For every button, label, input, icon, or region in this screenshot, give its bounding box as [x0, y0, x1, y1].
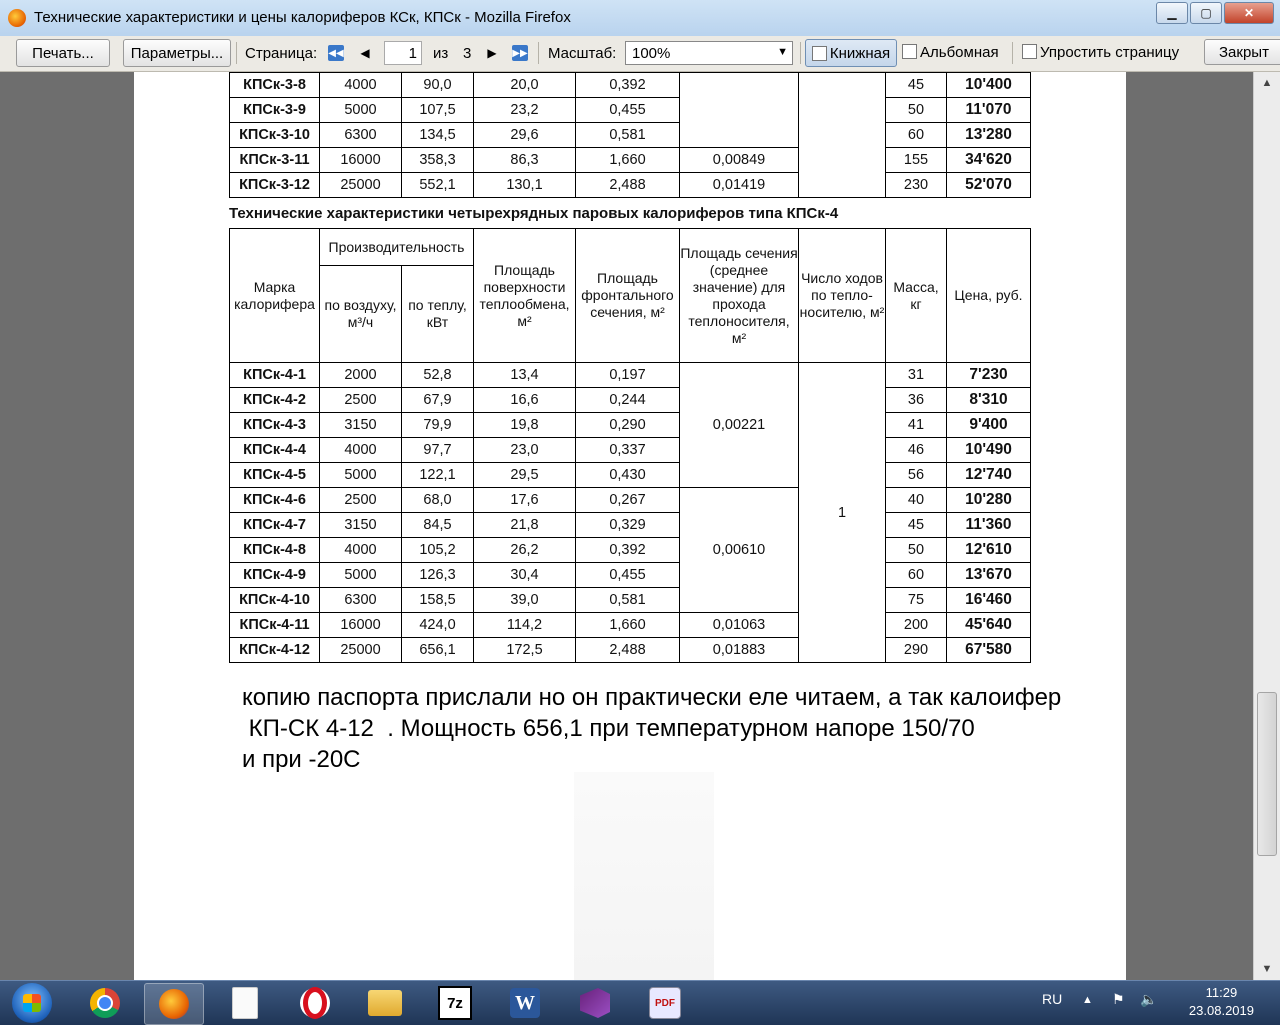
- zoom-label: Масштаб:: [548, 45, 617, 62]
- cell-mass: 36: [886, 388, 947, 413]
- header-price: Цена, руб.: [947, 229, 1031, 363]
- cell-price: 9'400: [947, 413, 1031, 438]
- cell-surface: 86,3: [474, 148, 576, 173]
- window-controls: [1156, 2, 1274, 24]
- prev-page-icon[interactable]: ◀: [360, 46, 370, 60]
- cell-front: 0,392: [576, 538, 680, 563]
- document-viewport: [0, 72, 1254, 980]
- windows-taskbar: [0, 980, 1280, 1025]
- cell-air: 16000: [320, 148, 402, 173]
- table-row: [230, 588, 1031, 613]
- cell-surface: 29,5: [474, 463, 576, 488]
- cell-mark: КПСк-3-10: [230, 123, 320, 148]
- cell-mark: КПСк-3-9: [230, 98, 320, 123]
- last-page-icon[interactable]: ▶▶: [512, 45, 528, 61]
- table-row: [230, 173, 1031, 198]
- cell-air: 3150: [320, 413, 402, 438]
- header-surface: Площадь поверхности теплообмена, м²: [474, 229, 576, 363]
- chrome-icon: [90, 988, 120, 1018]
- toolbar-separator: [800, 42, 801, 64]
- cell-mass: 200: [886, 613, 947, 638]
- note-line-2: КП-СК 4-12 . Мощность 656,1 при температурном напоре 150/70: [242, 715, 975, 742]
- header-section: Площадь сечения (среднее значение) для прохода теплоносителя, м²: [680, 229, 799, 363]
- table-row: [230, 613, 1031, 638]
- cell-surface: 23,0: [474, 438, 576, 463]
- cell-mass: 60: [886, 123, 947, 148]
- cell-price: 16'460: [947, 588, 1031, 613]
- table-row: [230, 538, 1031, 563]
- cell-mass: 41: [886, 413, 947, 438]
- cell-mass: 56: [886, 463, 947, 488]
- landscape-label: Альбомная: [920, 44, 999, 61]
- simplify-label: Упростить страницу: [1040, 44, 1180, 61]
- kpsk3-table: [229, 72, 1031, 198]
- cell-front: 0,581: [576, 588, 680, 613]
- system-clock[interactable]: [1189, 984, 1254, 1020]
- cell-front: 1,660: [576, 613, 680, 638]
- header-by-heat: по теплу, кВт: [402, 266, 474, 363]
- table-row: [230, 413, 1031, 438]
- cell-heat: 552,1: [402, 173, 474, 198]
- first-page-icon[interactable]: ◀◀: [328, 45, 344, 61]
- cell-front: 0,392: [576, 73, 680, 98]
- cell-mark: КПСк-4-1: [230, 363, 320, 388]
- cell-surface: 17,6: [474, 488, 576, 513]
- cell-front: 0,455: [576, 563, 680, 588]
- cell-air: 25000: [320, 638, 402, 663]
- cell-price: 45'640: [947, 613, 1031, 638]
- of-label: из: [433, 45, 449, 62]
- cell-section: 0,00610: [680, 488, 799, 613]
- cell-price: 12'740: [947, 463, 1031, 488]
- cell-mass: 46: [886, 438, 947, 463]
- table-row: [230, 73, 1031, 98]
- window-title-bar: [0, 0, 1280, 37]
- cell-mark: КПСк-4-10: [230, 588, 320, 613]
- cell-air: 16000: [320, 613, 402, 638]
- cell-mark: КПСк-4-8: [230, 538, 320, 563]
- cell-section: 0,01883: [680, 638, 799, 663]
- cell-heat: 122,1: [402, 463, 474, 488]
- toolbar-separator: [538, 42, 539, 64]
- taskbar-opera[interactable]: [286, 983, 344, 1023]
- cell-price: 7'230: [947, 363, 1031, 388]
- print-button[interactable]: Печать...: [16, 39, 110, 67]
- cell-heat: 67,9: [402, 388, 474, 413]
- cell-air: 4000: [320, 538, 402, 563]
- taskbar-word[interactable]: [496, 983, 554, 1023]
- tray-expand-icon[interactable]: ▲: [1082, 994, 1093, 1006]
- cell-mark: КПСк-3-8: [230, 73, 320, 98]
- cell-mark: КПСк-4-4: [230, 438, 320, 463]
- table-row: [230, 463, 1031, 488]
- table-row: [230, 363, 1031, 388]
- cell-price: 10'280: [947, 488, 1031, 513]
- table-row: [230, 638, 1031, 663]
- cell-mass: 50: [886, 538, 947, 563]
- cell-surface: 30,4: [474, 563, 576, 588]
- cell-price: 10'400: [947, 73, 1031, 98]
- opera-icon: [300, 988, 330, 1018]
- cell-front: 2,488: [576, 173, 680, 198]
- cell-air: 5000: [320, 463, 402, 488]
- header-passes: Число ходов по тепло-носителю, м²: [799, 229, 886, 363]
- table-row: [230, 438, 1031, 463]
- table-row: [230, 488, 1031, 513]
- firefox-icon: [159, 989, 189, 1019]
- cell-mass: 75: [886, 588, 947, 613]
- header-front: Площадь фронтального сечения, м²: [576, 229, 680, 363]
- cell-mark: КПСк-4-7: [230, 513, 320, 538]
- maximize-button[interactable]: ▢: [1190, 2, 1222, 24]
- cell-front: 1,660: [576, 148, 680, 173]
- scroll-up-icon[interactable]: ▲: [1261, 77, 1273, 89]
- header-mark: Марка калорифера: [230, 229, 320, 363]
- cell-heat: 79,9: [402, 413, 474, 438]
- total-pages: 3: [463, 45, 472, 62]
- cell-heat: 126,3: [402, 563, 474, 588]
- cell-air: 3150: [320, 513, 402, 538]
- taskbar-7zip[interactable]: [426, 983, 484, 1023]
- vertical-scrollbar[interactable]: [1253, 72, 1280, 980]
- cell-air: 5000: [320, 98, 402, 123]
- parameters-button[interactable]: Параметры...: [123, 39, 231, 67]
- cell-heat: 105,2: [402, 538, 474, 563]
- cell-surface: 172,5: [474, 638, 576, 663]
- cell-mark: КПСк-3-12: [230, 173, 320, 198]
- cell-section: [680, 73, 799, 148]
- header-by-air: по воздуху, м³/ч: [320, 266, 402, 363]
- cell-price: 11'360: [947, 513, 1031, 538]
- cell-surface: 29,6: [474, 123, 576, 148]
- scan-shadow: [574, 772, 714, 980]
- cell-mass: 155: [886, 148, 947, 173]
- cell-heat: 424,0: [402, 613, 474, 638]
- close-preview-button[interactable]: Закрыт: [1204, 39, 1280, 65]
- cell-surface: 21,8: [474, 513, 576, 538]
- cell-mass: 60: [886, 563, 947, 588]
- cell-air: 4000: [320, 73, 402, 98]
- cell-surface: 39,0: [474, 588, 576, 613]
- cell-passes: [799, 73, 886, 198]
- cell-heat: 107,5: [402, 98, 474, 123]
- cell-surface: 23,2: [474, 98, 576, 123]
- close-window-button[interactable]: ✕: [1224, 2, 1274, 24]
- cell-air: 6300: [320, 588, 402, 613]
- language-indicator[interactable]: RU: [1042, 991, 1063, 1007]
- cell-front: 0,581: [576, 123, 680, 148]
- zoom-select[interactable]: [625, 41, 793, 65]
- cell-front: 0,267: [576, 488, 680, 513]
- simplify-page-checkbox[interactable]: [1022, 44, 1179, 61]
- page-icon: [812, 46, 827, 61]
- table-row: [230, 148, 1031, 173]
- cell-mass: 45: [886, 73, 947, 98]
- cell-heat: 52,8: [402, 363, 474, 388]
- cell-air: 5000: [320, 563, 402, 588]
- cell-mark: КПСк-4-6: [230, 488, 320, 513]
- cell-air: 6300: [320, 123, 402, 148]
- toolbar-separator: [236, 42, 237, 64]
- table-row: [230, 123, 1031, 148]
- cell-heat: 656,1: [402, 638, 474, 663]
- kpsk4-table: [229, 228, 1031, 663]
- clock-time: 11:29: [1205, 985, 1238, 1000]
- cell-heat: 358,3: [402, 148, 474, 173]
- cell-front: 0,290: [576, 413, 680, 438]
- visual-studio-icon: [580, 988, 610, 1018]
- scrollbar-thumb[interactable]: [1257, 692, 1277, 856]
- cell-surface: 114,2: [474, 613, 576, 638]
- taskbar-explorer[interactable]: [356, 983, 414, 1023]
- file-icon: [232, 987, 258, 1019]
- cell-air: 2500: [320, 488, 402, 513]
- cell-front: 2,488: [576, 638, 680, 663]
- page-number-input[interactable]: 1: [384, 41, 422, 65]
- cell-front: 0,337: [576, 438, 680, 463]
- table-row: [230, 388, 1031, 413]
- cell-mark: КПСк-4-11: [230, 613, 320, 638]
- printed-page: [134, 72, 1126, 980]
- pdf-icon: PDF: [649, 987, 681, 1019]
- scroll-down-icon[interactable]: ▼: [1261, 963, 1273, 975]
- cell-mark: КПСк-4-9: [230, 563, 320, 588]
- page-icon: [902, 44, 917, 59]
- cell-mark: КПСк-3-11: [230, 148, 320, 173]
- cell-price: 11'070: [947, 98, 1031, 123]
- taskbar-pdf[interactable]: [636, 983, 694, 1023]
- cell-section: 0,01419: [680, 173, 799, 198]
- taskbar-visual-studio[interactable]: [566, 983, 624, 1023]
- cell-surface: 26,2: [474, 538, 576, 563]
- taskbar-file[interactable]: [216, 983, 274, 1023]
- cell-front: 0,329: [576, 513, 680, 538]
- cell-mass: 50: [886, 98, 947, 123]
- cell-air: 25000: [320, 173, 402, 198]
- cell-surface: 20,0: [474, 73, 576, 98]
- cell-surface: 13,4: [474, 363, 576, 388]
- minimize-button[interactable]: ▁: [1156, 2, 1188, 24]
- cell-mass: 230: [886, 173, 947, 198]
- cell-price: 34'620: [947, 148, 1031, 173]
- page-label: Страница:: [245, 45, 318, 62]
- chevron-down-icon: ▼: [777, 46, 788, 58]
- table-row: [230, 563, 1031, 588]
- cell-section: 0,00849: [680, 148, 799, 173]
- cell-front: 0,244: [576, 388, 680, 413]
- word-icon: W: [510, 988, 540, 1018]
- cell-mark: КПСк-4-12: [230, 638, 320, 663]
- section-title: Технические характеристики четырехрядных паровых калориферов типа КПСк-4: [229, 205, 839, 222]
- cell-heat: 158,5: [402, 588, 474, 613]
- cell-price: 13'280: [947, 123, 1031, 148]
- cell-mass: 290: [886, 638, 947, 663]
- landscape-toggle[interactable]: [902, 44, 999, 61]
- cell-front: 0,455: [576, 98, 680, 123]
- cell-heat: 84,5: [402, 513, 474, 538]
- cell-heat: 68,0: [402, 488, 474, 513]
- cell-mass: 31: [886, 363, 947, 388]
- cell-heat: 134,5: [402, 123, 474, 148]
- next-page-icon[interactable]: ▶: [487, 46, 497, 60]
- cell-section: 0,01063: [680, 613, 799, 638]
- cell-surface: 19,8: [474, 413, 576, 438]
- cell-air: 4000: [320, 438, 402, 463]
- windows-logo-icon: [23, 994, 41, 1012]
- cell-mark: КПСк-4-2: [230, 388, 320, 413]
- cell-price: 52'070: [947, 173, 1031, 198]
- cell-surface: 16,6: [474, 388, 576, 413]
- flag-icon[interactable]: ⚑: [1112, 991, 1125, 1007]
- cell-mark: КПСк-4-3: [230, 413, 320, 438]
- window-title: Технические характеристики и цены калориферов КСк, КПСк - Mozilla Firefox: [34, 9, 571, 26]
- cell-section: 0,00221: [680, 363, 799, 488]
- volume-icon[interactable]: 🔈: [1140, 991, 1158, 1007]
- cell-price: 12'610: [947, 538, 1031, 563]
- cell-mass: 45: [886, 513, 947, 538]
- cell-front: 0,197: [576, 363, 680, 388]
- table-row: [230, 513, 1031, 538]
- zoom-value: 100%: [632, 44, 671, 62]
- cell-heat: 90,0: [402, 73, 474, 98]
- portrait-label: Книжная: [829, 44, 891, 62]
- cell-air: 2000: [320, 363, 402, 388]
- note-line-1: копию паспорта прислали но он практически еле читаем, а так калоифер: [242, 684, 1062, 711]
- 7zip-icon: 7z: [438, 986, 472, 1020]
- cell-air: 2500: [320, 388, 402, 413]
- cell-heat: 97,7: [402, 438, 474, 463]
- cell-price: 10'490: [947, 438, 1031, 463]
- header-productivity: Производительность: [320, 229, 474, 266]
- cell-mark: КПСк-4-5: [230, 463, 320, 488]
- note-line-3: и при -20С: [242, 746, 361, 773]
- cell-price: 8'310: [947, 388, 1031, 413]
- taskbar-chrome[interactable]: [76, 983, 134, 1023]
- clock-date: 23.08.2019: [1188, 1003, 1254, 1018]
- taskbar-firefox[interactable]: [144, 983, 204, 1025]
- table-row: [230, 98, 1031, 123]
- checkbox-icon: [1022, 44, 1037, 59]
- header-mass: Масса, кг: [886, 229, 947, 363]
- cell-front: 0,430: [576, 463, 680, 488]
- cell-mass: 40: [886, 488, 947, 513]
- print-preview-toolbar: [0, 36, 1280, 72]
- cell-surface: 130,1: [474, 173, 576, 198]
- cell-passes: 1: [799, 363, 886, 663]
- portrait-toggle[interactable]: [805, 39, 897, 67]
- cell-price: 13'670: [947, 563, 1031, 588]
- folder-icon: [368, 990, 402, 1016]
- toolbar-separator: [1012, 42, 1013, 64]
- cell-price: 67'580: [947, 638, 1031, 663]
- firefox-icon: [8, 9, 26, 27]
- start-button[interactable]: [12, 983, 52, 1023]
